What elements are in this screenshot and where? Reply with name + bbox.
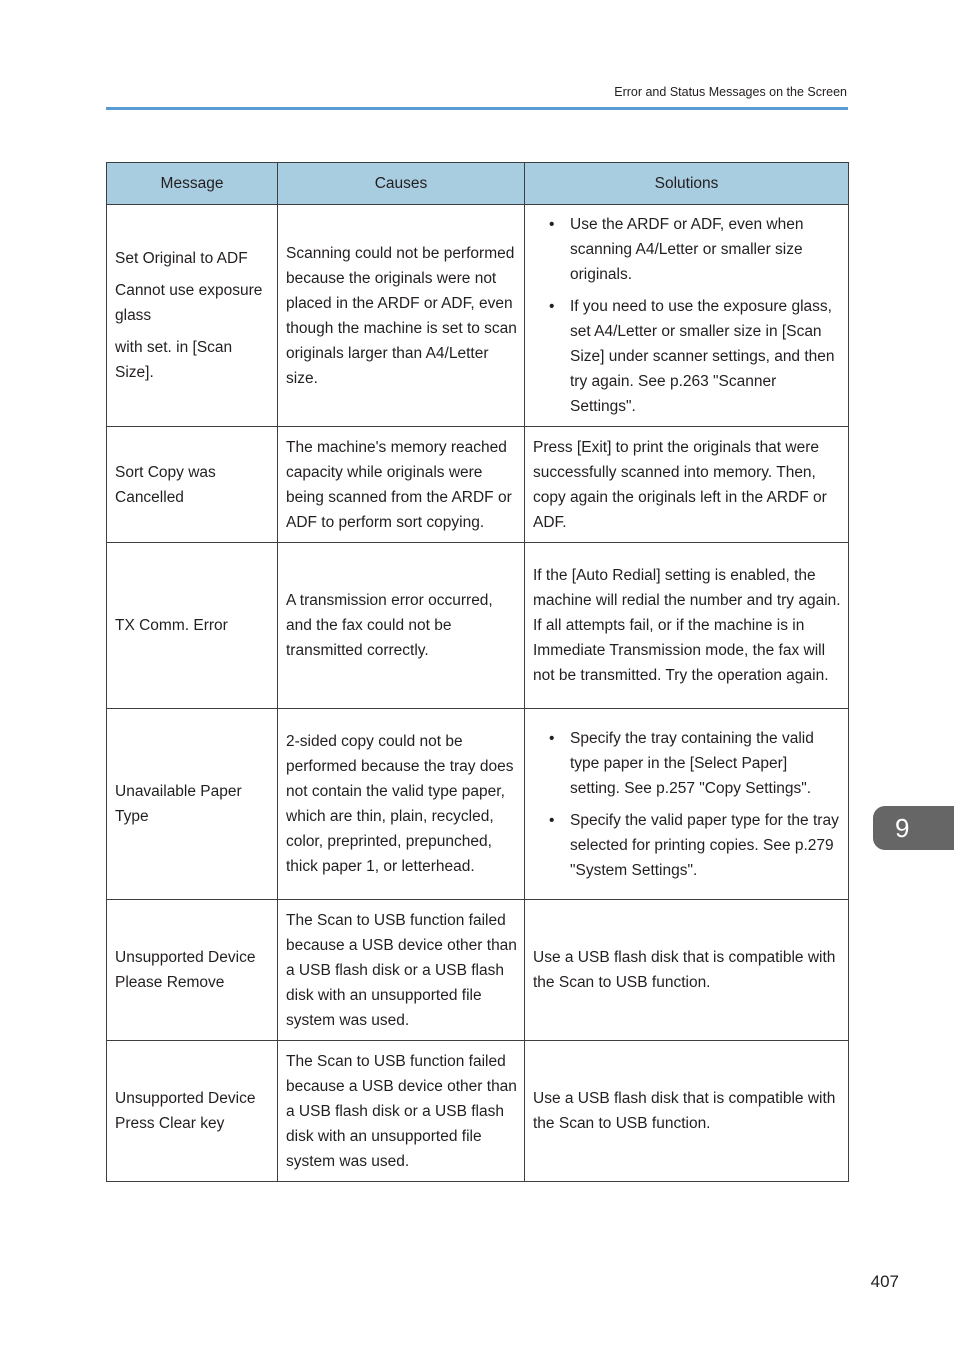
table-row: [107, 709, 849, 900]
message-cell: [107, 1041, 278, 1182]
message-text: TX Comm. Error: [115, 617, 228, 634]
solution-bullet: • Specify the valid paper type for the tray selected for printing copies. See p.279 "System Settings".: [533, 808, 841, 883]
solutions-text: Use a USB flash disk that is compatible with the Scan to USB function.: [533, 949, 836, 991]
solutions-text: Use a USB flash disk that is compatible with the Scan to USB function.: [533, 1090, 836, 1132]
solutions-cell: [525, 709, 849, 900]
table-row: [107, 427, 849, 543]
causes-cell: [278, 900, 525, 1041]
causes-cell: [278, 709, 525, 900]
column-header-causes: Causes: [278, 163, 525, 205]
message-text: Unsupported Device Press Clear key: [115, 1090, 256, 1132]
solutions-list: [533, 726, 841, 883]
solutions-cell: [525, 427, 849, 543]
causes-text: The Scan to USB function failed because a USB device other than a USB flash disk or a USB flash disk with an unsupported file system was used.: [286, 911, 517, 1029]
message-cell: [107, 709, 278, 900]
table-header-row: [107, 163, 849, 205]
column-header-message: Message: [107, 163, 278, 205]
causes-text: A transmission error occurred, and the fax could not be transmitted correctly.: [286, 592, 493, 659]
table-row: [107, 205, 849, 427]
message-text: Sort Copy was Cancelled: [115, 463, 216, 506]
solutions-text: Press [Exit] to print the originals that were successfully scanned into memory. Then, copy again the originals left in the ARDF or ADF.: [533, 438, 827, 531]
message-cell: [107, 427, 278, 543]
causes-cell: [278, 427, 525, 543]
solution-bullet: • Use the ARDF or ADF, even when scanning A4/Letter or smaller size originals.: [533, 212, 841, 287]
page-number: 407: [870, 1272, 899, 1291]
message-cell: [107, 205, 278, 427]
causes-cell: [278, 1041, 525, 1182]
column-header-solutions: Solutions: [525, 163, 849, 205]
causes-text: The Scan to USB function failed because a USB device other than a USB flash disk or a USB flash disk with an unsupported file system was used.: [286, 1052, 517, 1170]
causes-cell: [278, 205, 525, 427]
running-header: Error and Status Messages on the Screen: [614, 85, 847, 99]
header-rule: [106, 107, 848, 110]
table-row: [107, 543, 849, 709]
message-cell: [107, 543, 278, 709]
solutions-cell: [525, 900, 849, 1041]
message-text: Set Original to ADF: [115, 250, 248, 267]
message-text: Cannot use exposure glass: [115, 282, 263, 324]
table-row: [107, 1041, 849, 1182]
message-text: with set. in [Scan Size].: [115, 339, 233, 381]
causes-text: The machine's memory reached capacity while originals were being scanned from the ARDF or ADF to perform sort copying.: [286, 438, 512, 531]
solutions-list: [533, 212, 841, 419]
causes-text: Scanning could not be performed because the originals were not placed in the ARDF or ADF, even though the machine is set to scan originals larger than A4/Letter size.: [286, 244, 517, 387]
message-text: Unsupported Device Please Remove: [115, 949, 256, 991]
chapter-tab: 9: [873, 806, 954, 850]
solutions-text: If the [Auto Redial] setting is enabled, the machine will redial the number and try again. If all attempts fail, or if the machine is in Immediate Transmission mode, the fax will not be transmitted. Try the operation again.: [533, 567, 841, 684]
solutions-cell: [525, 1041, 849, 1182]
solutions-cell: [525, 205, 849, 427]
causes-cell: [278, 543, 525, 709]
message-text: Unavailable Paper Type: [115, 783, 242, 825]
table-row: [107, 900, 849, 1041]
message-cell: [107, 900, 278, 1041]
solutions-cell: [525, 543, 849, 709]
solution-bullet: • Specify the tray containing the valid type paper in the [Select Paper] setting. See p.257 "Copy Settings".: [533, 726, 841, 801]
solution-bullet: • If you need to use the exposure glass, set A4/Letter or smaller size in [Scan Size] under scanner settings, and then try again. See p.263 "Scanner Settings".: [533, 294, 841, 419]
causes-text: 2-sided copy could not be performed because the tray does not contain the valid type paper, which are thin, plain, recycled, color, preprinted, prepunched, thick paper 1, or letterhead.: [286, 733, 514, 875]
error-message-table: [106, 162, 849, 1182]
